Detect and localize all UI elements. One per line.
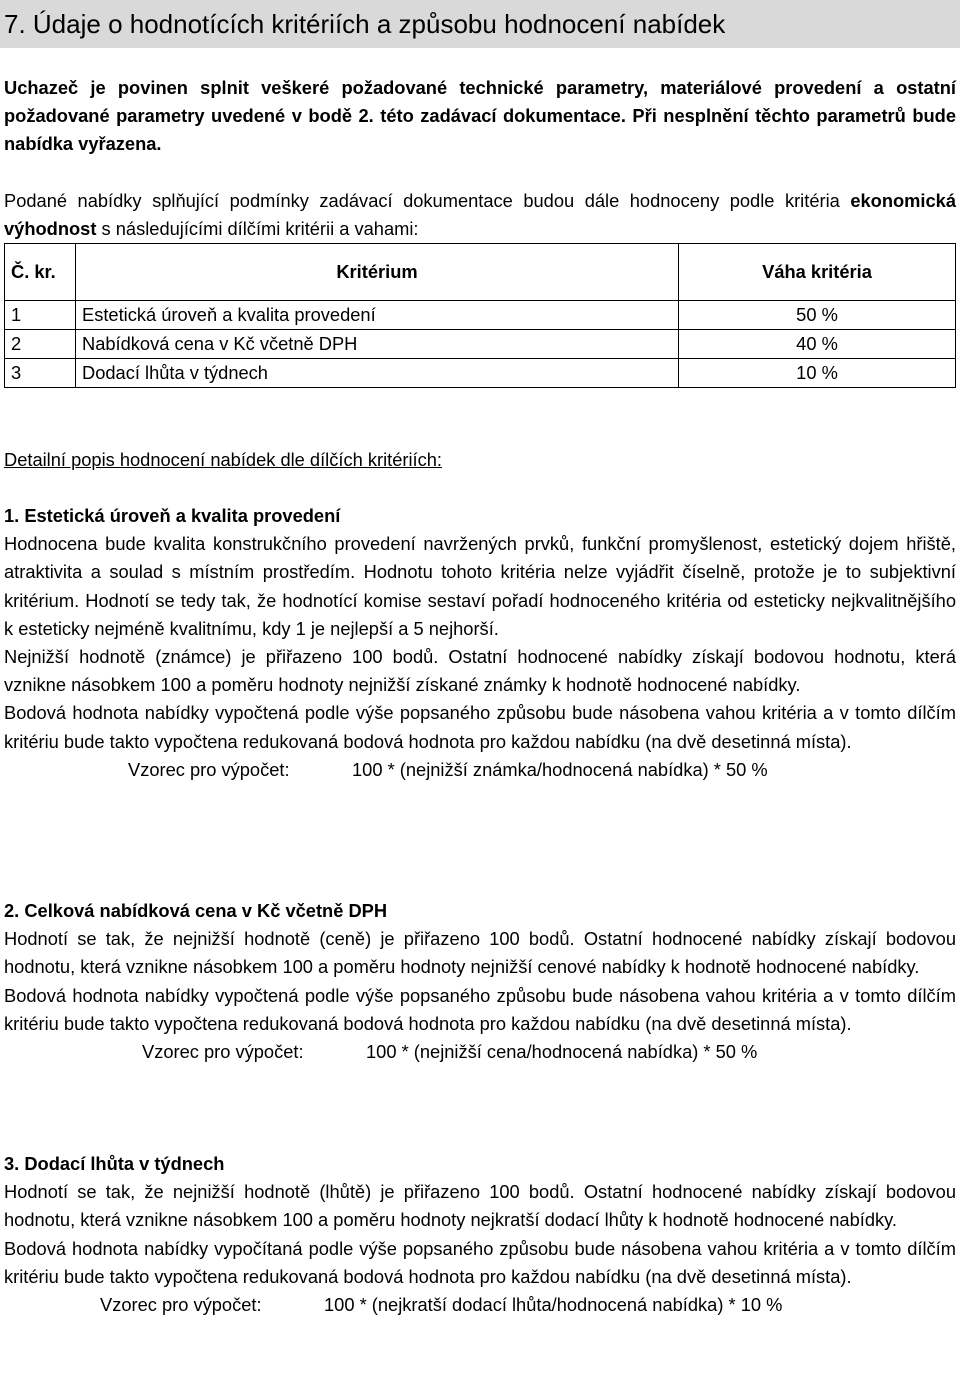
criterion-section-2	[4, 897, 956, 1066]
criterion-number: 1	[5, 301, 76, 330]
intro-evaluation	[4, 187, 956, 243]
section-2-formula	[4, 1038, 956, 1066]
header-criterion-number: Č. kr.	[5, 244, 76, 301]
section-3-title: 3. Dodací lhůta v týdnech	[4, 1153, 225, 1174]
section-3-paragraph-2: Bodová hodnota nabídky vypočítaná podle výše popsaného způsobu bude násobena vahou kritéria a v tomto dílčím kritériu bude takto vypočtena redukovaná bodová hodnota pro každou nabídku (na dvě desetinná místa).	[4, 1237, 956, 1287]
table-row	[5, 359, 956, 388]
criterion-name: Nabídková cena v Kč včetně DPH	[76, 330, 679, 359]
intro-evaluation-text-1: Podané nabídky splňující podmínky zadávací dokumentace budou dále hodnoceny podle kritéria	[4, 190, 851, 211]
section-3-formula	[4, 1291, 956, 1319]
section-2-title: 2. Celková nabídková cena v Kč včetně DPH	[4, 900, 388, 921]
formula-expression: 100 * (nejkratší dodací lhůta/hodnocená nabídka) * 10 %	[324, 1294, 783, 1316]
criterion-name: Dodací lhůta v týdnech	[76, 359, 679, 388]
table-row	[5, 330, 956, 359]
section-1-paragraph-3: Bodová hodnota nabídky vypočtená podle výše popsaného způsobu bude násobena vahou kritéria a v tomto dílčím kritériu bude takto vypočtena redukovaná bodová hodnota pro každou nabídku (na dvě desetinná místa).	[4, 702, 956, 752]
criterion-number: 3	[5, 359, 76, 388]
table-row	[5, 301, 956, 330]
details-title: Detailní popis hodnocení nabídek dle dílčích kritériích:	[4, 449, 442, 470]
formula-expression: 100 * (nejnižší cena/hodnocená nabídka) * 50 %	[366, 1041, 758, 1063]
intro-evaluation-criterion: ekonomická výhodnost	[4, 190, 956, 240]
header-weight: Váha kritéria	[679, 244, 956, 301]
formula-label: Vzorec pro výpočet:	[100, 1294, 262, 1316]
details-title-block	[4, 446, 956, 474]
criterion-section-3	[4, 1150, 956, 1319]
section-1-paragraph-2: Nejnižší hodnotě (známce) je přiřazeno 100 bodů. Ostatní hodnocené nabídky získají bodovou hodnotu, která vznikne násobkem 100 a poměru hodnoty nejnižší získané známky k hodnotě hodnocené nabídky.	[4, 646, 956, 696]
criterion-section-1	[4, 502, 956, 784]
intro-evaluation-text-2: s následujícími dílčími kritérii a vahami:	[96, 218, 419, 240]
section-1-formula	[4, 756, 956, 784]
criterion-number: 2	[5, 330, 76, 359]
section-3-paragraph-1: Hodnotí se tak, že nejnižší hodnotě (lhůtě) je přiřazeno 100 bodů. Ostatní hodnocené nabídky získají bodovou hodnotu, která vznikne násobkem 100 a poměru hodnoty nejkratší dodací lhůty k hodnotě hodnocené nabídky.	[4, 1181, 956, 1231]
criterion-name: Estetická úroveň a kvalita provedení	[76, 301, 679, 330]
section-heading: 7. Údaje o hodnotících kritériích a způsobu hodnocení nabídek	[0, 0, 960, 48]
criteria-table-header	[5, 244, 956, 301]
header-criterion: Kritérium	[76, 244, 679, 301]
section-2-paragraph-1: Hodnotí se tak, že nejnižší hodnotě (ceně) je přiřazeno 100 bodů. Ostatní hodnocené nabídky získají bodovou hodnotu, která vznikne násobkem 100 a poměru hodnoty nejnižší cenové nabídky k hodnotě hodnocené nabídky.	[4, 928, 956, 978]
formula-label: Vzorec pro výpočet:	[128, 758, 290, 780]
criterion-weight: 10 %	[679, 359, 956, 388]
criterion-weight: 50 %	[679, 301, 956, 330]
section-2-paragraph-2: Bodová hodnota nabídky vypočtená podle výše popsaného způsobu bude násobena vahou kritéria a v tomto dílčím kritériu bude takto vypočtena redukovaná bodová hodnota pro každou nabídku (na dvě desetinná místa).	[4, 984, 956, 1034]
section-1-title: 1. Estetická úroveň a kvalita provedení	[4, 505, 341, 526]
formula-label: Vzorec pro výpočet:	[142, 1041, 304, 1063]
formula-expression: 100 * (nejnižší známka/hodnocená nabídka) * 50 %	[352, 758, 768, 780]
criterion-weight: 40 %	[679, 330, 956, 359]
intro-requirements: Uchazeč je povinen splnit veškeré požadované technické parametry, materiálové provedení a ostatní požadované parametry uvedené v bodě 2. této zadávací dokumentace. Při nesplnění těchto parametrů bude nabídka vyřazena.	[4, 77, 956, 155]
criteria-table	[4, 243, 956, 388]
section-1-paragraph-1: Hodnocena bude kvalita konstrukčního provedení navržených prvků, funkční promyšlenost, estetický dojem hřiště, atraktivita a soulad s místním prostředím. Hodnotu tohoto kritéria nelze vyjádřit číselně, protože je to subjektivní kritérium. Hodnotí se tedy tak, že hodnotící komise sestaví pořadí hodnoceného kritéria od esteticky nejkvalitnějšího k esteticky nejméně kvalitnímu, kdy 1 je nejlepší a 5 nejhorší.	[4, 533, 956, 639]
